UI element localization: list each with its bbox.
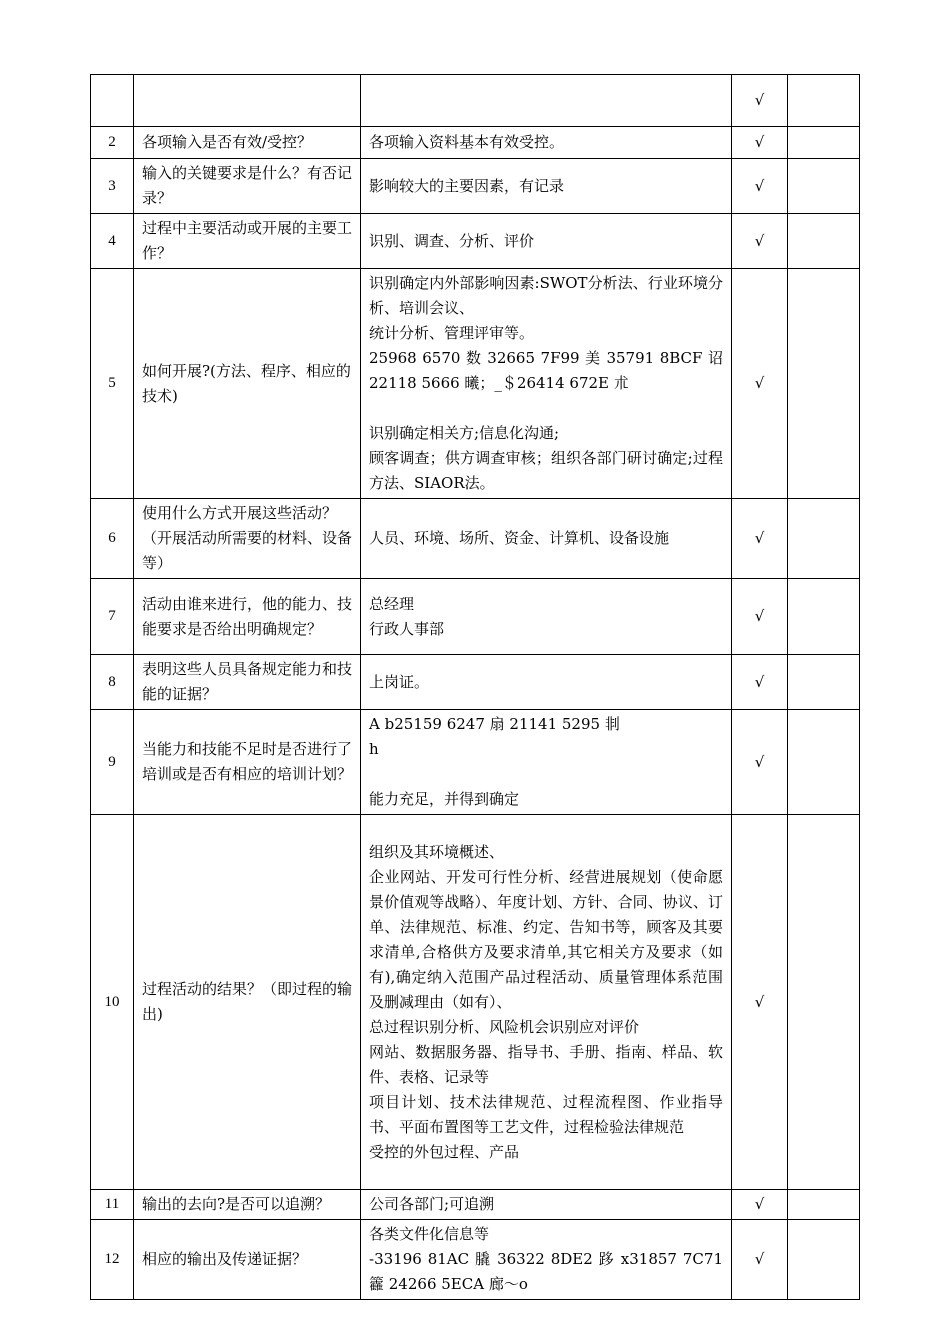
checkmark: √ [732, 75, 788, 127]
table-row [91, 159, 860, 214]
row-number: 10 [91, 815, 134, 1190]
remark-cell [788, 815, 860, 1190]
answer-blank-line [369, 396, 723, 421]
table-row [91, 75, 860, 127]
remark-cell [788, 127, 860, 159]
checkmark: √ [732, 499, 788, 579]
answer-line: 项目计划、技术法律规范、过程流程图、作业指导书、平面布置图等工艺文件，过程检验法律规范 [369, 1092, 723, 1136]
remark-cell [788, 269, 860, 499]
remark-cell [788, 159, 860, 214]
audit-question: 活动由谁来进行，他的能力、技能要求是否给出明确规定？ [134, 579, 361, 655]
audit-question: 输入的关键要求是什么？有否记录？ [134, 159, 361, 214]
checkmark: √ [732, 1190, 788, 1220]
table-row [91, 1220, 860, 1300]
audit-answer [361, 1220, 732, 1300]
table-row [91, 499, 860, 579]
checkmark: √ [732, 1220, 788, 1300]
answer-line: 识别确定内外部影响因素:SWOT分析法、行业环境分析、培训会议、 [369, 274, 723, 317]
table-row [91, 214, 860, 269]
answer-line: 25968 6570 数 32665 7F99 美 35791 8BCF 诏 22118 5666 曦；_＄26414 672E 朮 [369, 349, 723, 392]
remark-cell [788, 75, 860, 127]
audit-question [134, 75, 361, 127]
answer-line: 受控的外包过程、产品 [369, 1142, 520, 1161]
row-number [91, 75, 134, 127]
audit-answer [361, 214, 732, 269]
audit-question: 过程活动的结果？（即过程的输出) [134, 815, 361, 1190]
answer-line: A b25159 6247 扇 21141 5295 剕 [369, 715, 620, 733]
checkmark: √ [732, 127, 788, 159]
answer-line: 总经理 [369, 594, 415, 613]
answer-line: 识别、调查、分析、评价 [369, 231, 535, 250]
remark-cell [788, 214, 860, 269]
table-row [91, 710, 860, 815]
audit-question: 过程中主要活动或开展的主要工作？ [134, 214, 361, 269]
audit-answer [361, 75, 732, 127]
table-row [91, 655, 860, 710]
checkmark: √ [732, 710, 788, 815]
row-number: 7 [91, 579, 134, 655]
remark-cell [788, 499, 860, 579]
answer-line: 识别确定相关方;信息化沟通; [369, 424, 560, 442]
remark-cell [788, 1190, 860, 1220]
row-number: 6 [91, 499, 134, 579]
row-number: 8 [91, 655, 134, 710]
audit-answer [361, 655, 732, 710]
row-number: 3 [91, 159, 134, 214]
table-row [91, 127, 860, 159]
answer-line: h [369, 740, 379, 758]
answer-line: 总过程识别分析、风险机会识别应对评价 [369, 1017, 640, 1036]
answer-line: -33196 81AC 膬 36322 8DE2 跢 x31857 7C71 籱 24266 5ECA 廊～o [369, 1250, 723, 1293]
audit-answer [361, 269, 732, 499]
row-number: 2 [91, 127, 134, 159]
answer-line: 人员、环境、场所、资金、计算机、设备设施 [369, 529, 670, 547]
audit-question: 表明这些人员具备规定能力和技能的证据？ [134, 655, 361, 710]
row-number: 4 [91, 214, 134, 269]
remark-cell [788, 710, 860, 815]
remark-cell [788, 655, 860, 710]
table-row [91, 815, 860, 1190]
answer-line: 影响较大的主要因素，有记录 [369, 176, 565, 195]
checkmark: √ [732, 579, 788, 655]
audit-answer [361, 710, 732, 815]
audit-answer [361, 579, 732, 655]
audit-answer [361, 815, 732, 1190]
checkmark: √ [732, 214, 788, 269]
answer-line: 公司各部门;可追溯 [369, 1195, 495, 1213]
table-row [91, 579, 860, 655]
audit-answer [361, 499, 732, 579]
answer-blank-line [369, 762, 723, 787]
table-row [91, 1190, 860, 1220]
remark-cell [788, 579, 860, 655]
audit-answer [361, 127, 732, 159]
answer-line: 网站、数据服务器、指导书、手册、指南、样品、软件、表格、记录等 [369, 1042, 723, 1086]
audit-checklist-table [90, 74, 860, 1300]
answer-line: 行政人事部 [369, 619, 445, 638]
checkmark: √ [732, 655, 788, 710]
answer-line: 顾客调查；供方调查审核；组织各部门研讨确定;过程方法、SIAOR法。 [369, 449, 723, 492]
answer-line: 统计分析、管理评审等。 [369, 324, 535, 342]
checkmark: √ [732, 269, 788, 499]
answer-line: 各项输入资料基本有效受控。 [369, 133, 565, 151]
audit-question: 输出的去向?是否可以追溯？ [134, 1190, 361, 1220]
checkmark: √ [732, 159, 788, 214]
audit-question: 使用什么方式开展这些活动？（开展活动所需要的材料、设备等） [134, 499, 361, 579]
row-number: 9 [91, 710, 134, 815]
audit-question: 各项输入是否有效/受控？ [134, 127, 361, 159]
answer-line: 能力充足，并得到确定 [369, 790, 520, 808]
audit-question: 如何开展?(方法、程序、相应的技术) [134, 269, 361, 499]
table-row [91, 269, 860, 499]
answer-line: 组织及其环境概述、 [369, 842, 505, 861]
audit-answer [361, 159, 732, 214]
audit-answer [361, 1190, 732, 1220]
row-number: 11 [91, 1190, 134, 1220]
row-number: 5 [91, 269, 134, 499]
checkmark: √ [732, 815, 788, 1190]
answer-line: 各类文件化信息等 [369, 1225, 490, 1243]
answer-line: 企业网站、开发可行性分析、经营进展规划（使命愿景价值观等战略）、年度计划、方针、合同、协议、订单、法律规范、标准、约定、告知书等，顾客及其要求清单,合格供方及要求清单,其它相关方及要求（如有),确定纳入范围产品过程活动、质量管理体系范围及删减理由（如有）、 [369, 867, 723, 1011]
remark-cell [788, 1220, 860, 1300]
answer-line: 上岗证。 [369, 672, 430, 691]
row-number: 12 [91, 1220, 134, 1300]
audit-question: 当能力和技能不足时是否进行了培训或是否有相应的培训计划？ [134, 710, 361, 815]
audit-question: 相应的输出及传递证据？ [134, 1220, 361, 1300]
